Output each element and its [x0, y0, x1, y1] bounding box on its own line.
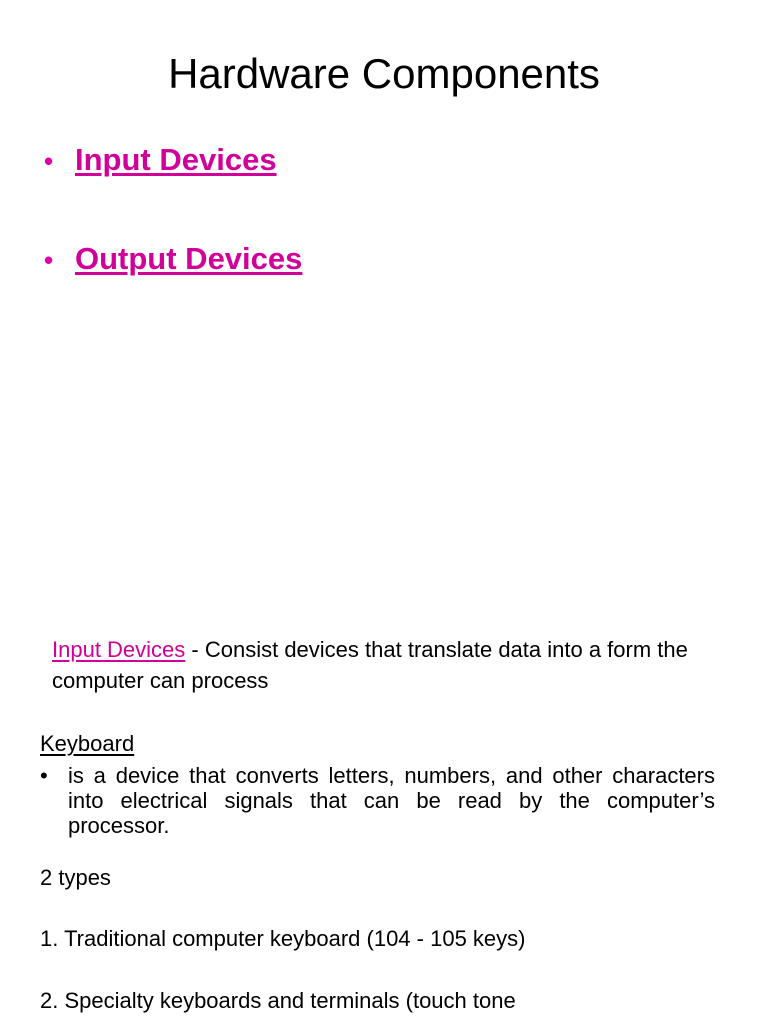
slide-title: Hardware Components: [168, 50, 600, 97]
input-devices-link[interactable]: Input Devices: [75, 142, 277, 177]
input-devices-inline-link[interactable]: Input Devices: [52, 637, 186, 662]
keyboard-description: is a device that converts letters, numbers, and other characters into electrical signals that can be read by the computer’s processor.: [68, 763, 715, 838]
types-label: 2 types: [40, 865, 111, 890]
bullet-item-output-devices: [44, 241, 302, 277]
bullet-item-input-devices: [44, 142, 277, 178]
bullet-marker: •: [40, 763, 48, 788]
output-devices-link[interactable]: Output Devices: [75, 241, 303, 276]
slide-input-devices: [0, 600, 768, 1024]
input-devices-definition: [52, 634, 722, 696]
keyboard-heading: Keyboard: [40, 731, 135, 756]
definition-text: - Consist devices that translate data into a form the computer can process: [52, 637, 688, 693]
type-item-traditional: 1. Traditional computer keyboard (104 - 105 keys): [40, 926, 526, 951]
keyboard-description-bullet: [40, 763, 715, 838]
bullet-marker: •: [44, 245, 54, 275]
bullet-marker: •: [44, 146, 54, 176]
type-item-specialty: 2. Specialty keyboards and terminals (touch tone: [40, 988, 516, 1013]
